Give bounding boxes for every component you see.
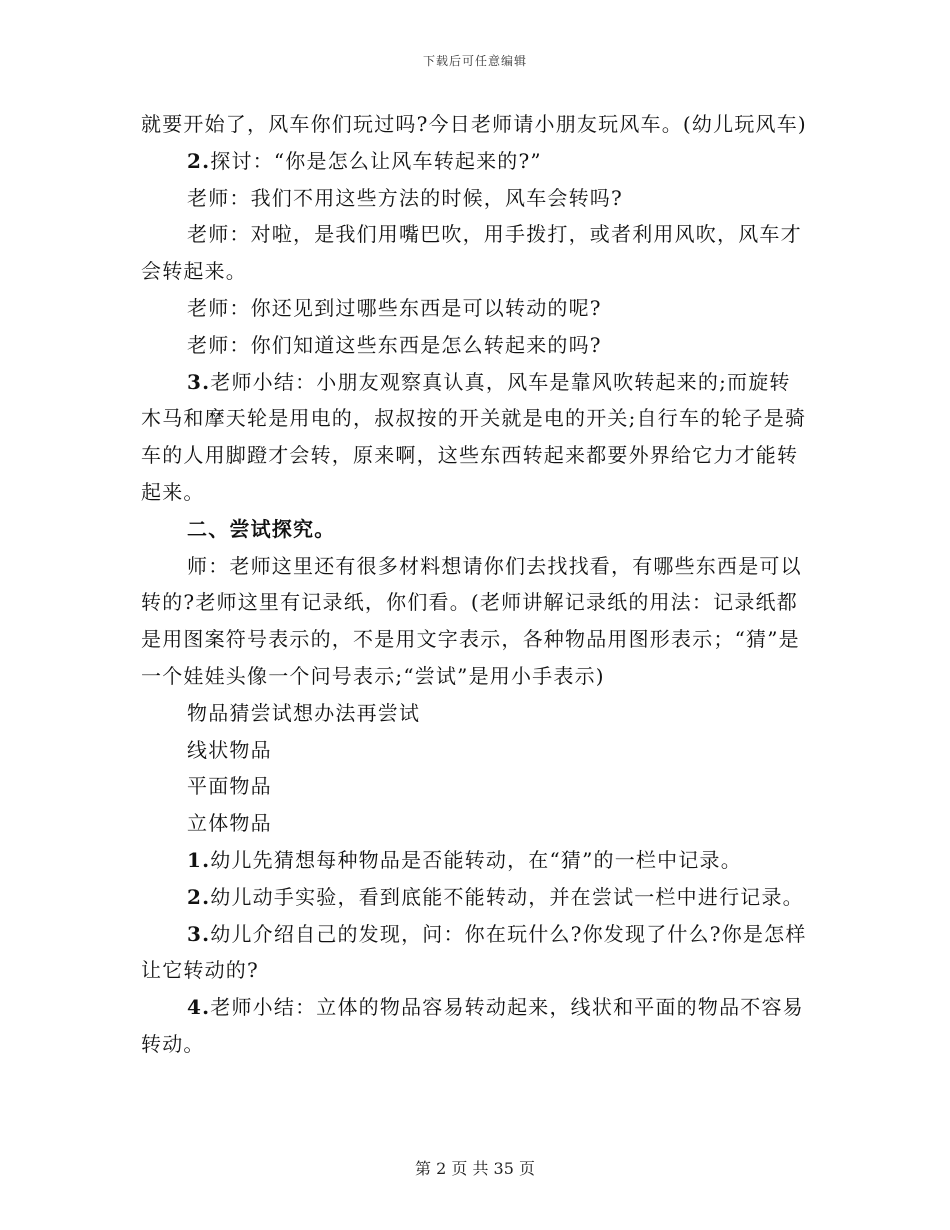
step-share (141, 916, 809, 990)
page-header: 下载后可任意编辑 (422, 54, 527, 68)
paragraph-text: 探讨：“你是怎么让风车转起来的?” (210, 148, 542, 173)
paragraph-teacher-question-3: 老师：你们知道这些东西是怎么转起来的吗? (187, 332, 602, 357)
page-footer: 第 2 页 共 35 页 (415, 1159, 535, 1178)
paragraph-text: 老师小结：小朋友观察真认真，风车是靠风吹转起来的;而旋转木马和摩天轮是用电的，叔叔按的开关就是电的开关;自行车的轮子是骑车的人用脚蹬才会转，原来啊，这些东西转起来都要外界给它力才能转起来。 (141, 369, 807, 504)
paragraph-text: 幼儿动手实验，看到底能不能转动，并在尝试一栏中进行记录。 (210, 884, 804, 909)
record-row-linear: 线状物品 (187, 737, 272, 762)
step-experiment (141, 879, 809, 916)
step-guess (141, 842, 809, 879)
record-row-solid: 立体物品 (187, 811, 272, 836)
step-summary (141, 989, 809, 1063)
item-number: 3. (187, 921, 211, 946)
record-columns: 物品猜尝试想办法再尝试 (187, 700, 421, 725)
item-number: 1. (187, 847, 211, 872)
item-number: 2. (187, 148, 211, 173)
section-heading: 二、尝试探究。 (187, 516, 336, 541)
paragraph-teacher-question-1: 老师：我们不用这些方法的时候，风车会转吗? (187, 185, 623, 210)
paragraph-text: 幼儿先猜想每种物品是否能转动，在“猜”的一栏中记录。 (210, 847, 742, 872)
paragraph-materials: 师：老师这里还有很多材料想请你们去找找看，有哪些东西是可以转的?老师这里有记录纸，你们看。(老师讲解记录纸的用法：记录纸都是用图案符号表示的，不是用文字表示，各种物品用图形表示；“猜”是一个娃娃头像一个问号表示;“尝试”是用小手表示) (141, 553, 802, 688)
paragraph-continuation: 就要开始了，风车你们玩过吗?今日老师请小朋友玩风车。(幼儿玩风车) (141, 112, 807, 136)
paragraph-teacher-answer: 老师：对啦，是我们用嘴巴吹，用手拨打，或者利用风吹，风车才会转起来。 (141, 222, 802, 284)
paragraph-text: 老师小结：立体的物品容易转动起来，线状和平面的物品不容易转动。 (141, 995, 804, 1056)
paragraph-teacher-question-2: 老师：你还见到过哪些东西是可以转动的呢? (187, 295, 602, 320)
item-number: 3. (187, 369, 211, 394)
item-number: 4. (187, 995, 211, 1020)
record-row-planar: 平面物品 (187, 774, 272, 799)
paragraph-summary-1 (141, 364, 809, 511)
item-number: 2. (187, 884, 211, 909)
paragraph-discuss (141, 143, 809, 180)
paragraph-text: 幼儿介绍自己的发现，问：你在玩什么?你发现了什么?你是怎样让它转动的? (141, 921, 807, 983)
document-body (141, 106, 809, 1063)
